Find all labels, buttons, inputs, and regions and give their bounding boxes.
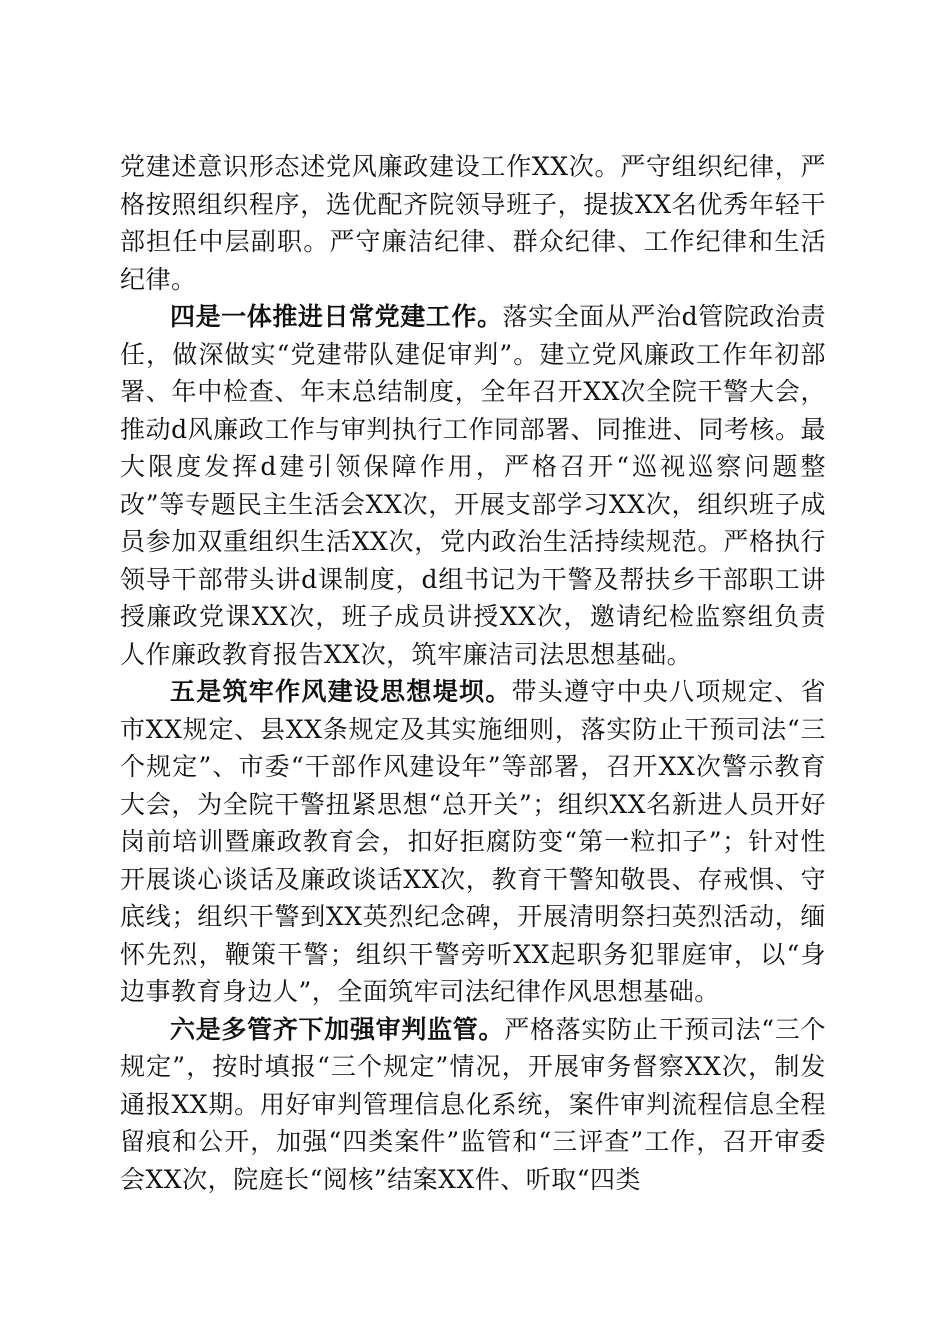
paragraph-text: 带头遵守中央八项规定、省市XX规定、县XX条规定及其实施细则，落实防止干预司法“三个规定”、市委“干部作风建设年”等部署，召开XX次警示教育大会，为全院干警扭紧思想“总开关”；组织XX名新进人员开好岗前培训暨廉政教育会，扣好拒腐防变“第一粒扣子”；针对性开展谈心谈话及廉政谈话XX次，教育干警知敬畏、存戒惧、守底线；组织干警到XX英烈纪念碑，开展清明祭扫英烈活动，缅怀先烈，鞭策干警；组织干警旁听XX起职务犯罪庭审，以“身边事教育身边人”，全面筑牢司法纪律作风思想基础。	[120, 677, 826, 1006]
paragraph-text: 落实全面从严治d管院政治责任，做深做实“党建带队建促审判”。建立党风廉政工作年初部署、年中检查、年末总结制度，全年召开XX次全院干警大会，推动d风廉政工作与审判执行工作同部署、同推进、同考核。最大限度发挥d建引领保障作用，严格召开“巡视巡察问题整改”等专题民主生活会XX次，开展支部学习XX次，组织班子成员参加双重组织生活XX次，党内政治生活持续规范。严格执行领导干部带头讲d课制度，d组书记为干警及帮扶乡干部职工讲授廉政党课XX次，班子成员讲授XX次，邀请纪检监察组负责人作廉政教育报告XX次，筑牢廉洁司法思想基础。	[120, 302, 826, 669]
paragraph-continuation	[120, 148, 826, 298]
paragraph-text: 党建述意识形态述党风廉政建设工作XX次。严守组织纪律，严格按照组织程序，选优配齐院领导班子，提拔XX名优秀年轻干部担任中层副职。严守廉洁纪律、群众纪律、工作纪律和生活纪律。	[120, 152, 826, 294]
paragraph-text: 严格落实防止干预司法“三个规定”，按时填报“三个规定”情况，开展审务督察XX次，制发通报XX期。用好审判管理信息化系统，案件审判流程信息全程留痕和公开，加强“四类案件”监管和“三评查”工作，召开审委会XX次，院庭长“阅核”结案XX件、听取“四类	[120, 1014, 826, 1194]
paragraph-five	[120, 673, 826, 1011]
paragraph-heading: 四是一体推进日常党建工作。	[170, 302, 503, 331]
paragraph-heading: 六是多管齐下加强审判监管。	[170, 1014, 505, 1044]
paragraph-six	[120, 1011, 826, 1199]
paragraph-four	[120, 298, 826, 673]
paragraph-heading: 五是筑牢作风建设思想堤坝。	[170, 677, 512, 706]
document-body	[120, 148, 826, 1198]
